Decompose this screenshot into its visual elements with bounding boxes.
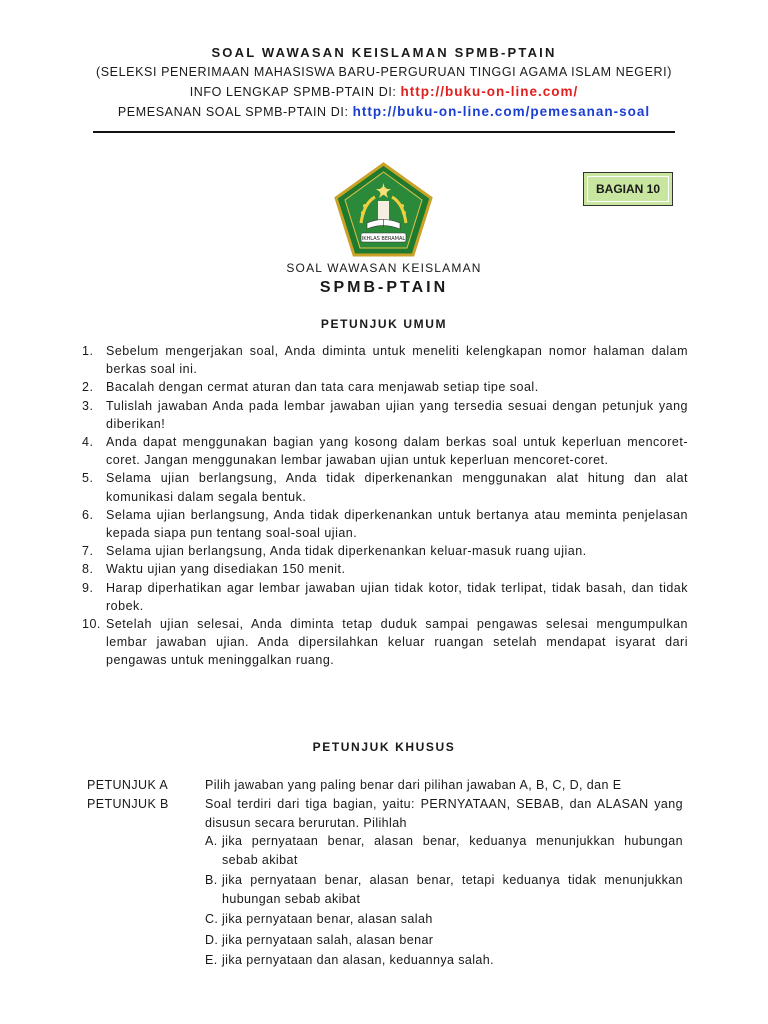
rule-text: Selama ujian berlangsung, Anda tidak diperkenankan untuk bertanya atau meminta penjelasan kepada siapa pun tentang soal-soal ujian. xyxy=(106,507,688,541)
option-text: jika pernyataan salah, alasan benar xyxy=(222,932,434,947)
instruction-a-label: PETUNJUK A xyxy=(87,778,169,792)
emblem-motto: IKHLAS BERAMAL xyxy=(361,236,406,242)
rule-number: 9. xyxy=(82,580,94,595)
doc-subtitle: SOAL WAWASAN KEISLAMAN xyxy=(286,261,482,275)
general-instructions-heading: PETUNJUK UMUM xyxy=(320,317,448,331)
instruction-b-body xyxy=(205,795,683,972)
rule-text: Setelah ujian selesai, Anda diminta tetap duduk sampai pengawas selesai mengumpulkan lembar jawaban ujian. Anda dipersilahkan keluar ruangan setelah mendapat isyarat dari pengawas untuk meninggalkan ruang. xyxy=(106,617,688,668)
rule-text: Anda dapat menggunakan bagian yang kosong dalam berkas soal untuk keperluan mencoret-coret. Jangan menggunakan lembar jawaban ujian untuk keperluan mencoret-coret. xyxy=(106,435,688,468)
rule-number: 8. xyxy=(82,562,94,577)
rule-text: Tulislah jawaban Anda pada lembar jawaban ujian yang tersedia sesuai dengan petunjuk yang diberikan! xyxy=(106,398,688,431)
list-item xyxy=(82,433,688,469)
rule-number: 6. xyxy=(82,507,94,522)
rule-text: Sebelum mengerjakan soal, Anda diminta untuk meneliti kelengkapan nomor halaman dalam berkas soal ini. xyxy=(106,344,688,377)
list-item xyxy=(205,832,683,869)
info-line xyxy=(0,82,768,102)
option-text: jika pernyataan benar, alasan benar, tetapi keduanya tidak menunjukkan hubungan sebab akibat xyxy=(222,873,683,906)
rule-number: 3. xyxy=(82,398,94,413)
rule-number: 5. xyxy=(82,471,94,486)
info-link[interactable]: http://buku-on-line.com/ xyxy=(400,84,579,99)
rule-text: Selama ujian berlangsung, Anda tidak diperkenankan keluar-masuk ruang ujian. xyxy=(106,544,587,559)
section-badge xyxy=(583,172,673,206)
instruction-b-label: PETUNJUK B xyxy=(87,797,169,811)
list-item xyxy=(205,931,683,950)
list-item xyxy=(82,615,688,670)
option-text: jika pernyataan benar, alasan benar, keduanya menunjukkan hubungan sebab akibat xyxy=(222,834,683,867)
document-header xyxy=(0,44,768,122)
badge-label: BAGIAN 10 xyxy=(595,182,660,196)
option-letter: C. xyxy=(205,912,219,926)
instruction-b-text: Soal terdiri dari tiga bagian, yaitu: PERNYATAAN, SEBAB, dan ALASAN yang disusun secara berurutan. Pilihlah xyxy=(205,797,683,830)
list-item xyxy=(205,871,683,908)
rule-number: 2. xyxy=(82,380,94,395)
answer-options-list xyxy=(205,832,683,970)
rule-number: 7. xyxy=(82,544,94,559)
list-item xyxy=(82,506,688,542)
instruction-a-text: Pilih jawaban yang paling benar dari pilihan jawaban A, B, C, D, dan E xyxy=(205,778,622,792)
order-line xyxy=(0,102,768,122)
kemenag-emblem-icon xyxy=(331,161,436,259)
doc-title: SPMB-PTAIN xyxy=(319,279,449,296)
option-letter: D. xyxy=(205,932,219,947)
order-link[interactable]: http://buku-on-line.com/pemesanan-soal xyxy=(352,104,651,119)
special-instructions-heading: PETUNJUK KHUSUS xyxy=(312,740,456,754)
option-text: jika pernyataan benar, alasan salah xyxy=(222,912,433,926)
list-item xyxy=(82,579,688,615)
rule-text: Bacalah dengan cermat aturan dan tata cara menjawab setiap tipe soal. xyxy=(106,380,539,395)
list-item xyxy=(82,342,688,378)
option-letter: B. xyxy=(205,873,218,887)
list-item xyxy=(82,397,688,433)
list-item xyxy=(82,542,688,560)
header-title: SOAL WAWASAN KEISLAMAN SPMB-PTAIN xyxy=(211,45,557,60)
rule-text: Harap diperhatikan agar lembar jawaban ujian tidak kotor, tidak terlipat, tidak basah, dan tidak robek. xyxy=(106,580,688,613)
general-rules-list xyxy=(82,342,688,670)
option-letter: E. xyxy=(205,953,218,967)
rule-number: 1. xyxy=(82,344,94,358)
list-item xyxy=(82,469,688,505)
list-item xyxy=(205,951,683,970)
info-prefix: INFO LENGKAP SPMB-PTAIN DI: xyxy=(189,85,401,99)
badge-inner-border xyxy=(587,176,669,202)
option-text: jika pernyataan dan alasan, keduannya salah. xyxy=(222,953,494,967)
rule-text: Waktu ujian yang disediakan 150 menit. xyxy=(106,562,346,577)
list-item xyxy=(82,378,688,396)
option-letter: A. xyxy=(205,834,218,848)
rule-number: 10. xyxy=(82,617,101,632)
list-item xyxy=(205,910,683,929)
header-divider xyxy=(93,131,675,133)
rule-number: 4. xyxy=(82,435,94,450)
list-item xyxy=(82,560,688,578)
rule-text: Selama ujian berlangsung, Anda tidak diperkenankan menggunakan alat hitung dan alat komunikasi dalam segala bentuk. xyxy=(106,471,688,504)
order-prefix: PEMESANAN SOAL SPMB-PTAIN DI: xyxy=(117,105,353,119)
header-subtitle: (SELEKSI PENERIMAAN MAHASISWA BARU-PERGURUAN TINGGI AGAMA ISLAM NEGERI) xyxy=(95,65,673,79)
